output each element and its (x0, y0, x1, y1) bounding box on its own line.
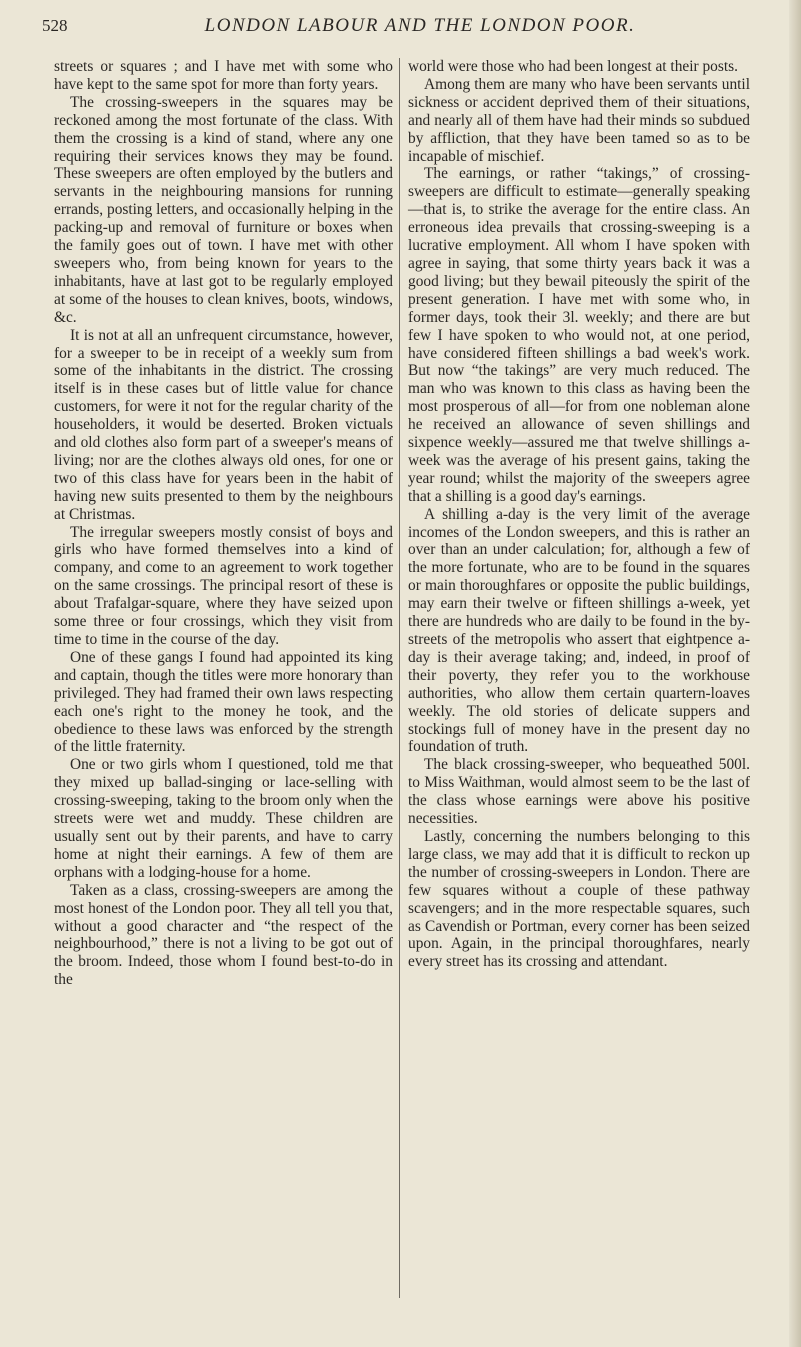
paragraph: Taken as a class, crossing-sweepers are among the most honest of the London poor. They all tell you that, without a good character and “the respect of the neighbourhood,” there is not a living to be got out of the broom. Indeed, those whom I found best-to-do in the (54, 881, 393, 989)
paragraph: Lastly, concerning the numbers belonging to this large class, we may add that it is difficult to reckon up the number of crossing-sweepers in London. There are few squares without a couple of these pathway scavengers; and in the more respectable squares, such as Cavendish or Portman, every corner has been seized upon. Again, in the principal thoroughfares, nearly every street has its crossing and attendant. (408, 827, 750, 971)
page-edge (789, 0, 801, 1347)
paragraph: The irregular sweepers mostly consist of boys and girls who have formed themselves into a kind of company, and come to an agreement to work together on the same crossings. The principal resort of these is about Trafalgar-square, where they have seized upon some three or four crossings, which they visit from time to time in the course of the day. (54, 523, 393, 648)
paragraph: It is not at all an unfrequent circumstance, however, for a sweeper to be in receipt of a weekly sum from some of the inhabitants in the district. The crossing itself is in these cases but of little value for chance customers, for were it not for the regular charity of the householders, it would be deserted. Broken victuals and old clothes also form part of a sweeper's means of living; nor are the clothes always old ones, for one or two of this class have for years been in the habit of having new suits presented to them by the neighbours at Christmas. (54, 326, 393, 523)
paragraph: One of these gangs I found had appointed its king and captain, though the titles were more honorary than privileged. They had framed their own laws respecting each one's right to the money he took, and the obedience to these laws was enforced by the strength of the little fraternity. (54, 648, 393, 756)
paragraph: world were those who had been longest at their posts. (408, 58, 738, 75)
paragraph: Among them are many who have been servants until sickness or accident deprived them of their situations, and nearly all of them have had their minds so subdued by affliction, that they have been tamed so as to be incapable of mischief. (408, 75, 750, 165)
running-title: LONDON LABOUR AND THE LONDON POOR. (204, 15, 636, 36)
paragraph: streets or squares ; and I have met with some who have kept to the same spot for more than forty years. (54, 58, 393, 93)
right-column (408, 58, 750, 971)
paragraph: The earnings, or rather “takings,” of crossing-sweepers are difficult to estimate—generally speaking—that is, to strike the average for the entire class. An erroneous idea prevails that crossing-sweeping is a lucrative employment. All whom I have spoken with agree in saying, that some thirty years back it was a good living; but they bewail piteously the spirit of the present generation. I have met with some who, in former days, took their 3l. weekly; and there are but few I have spoken to who would not, at one period, have considered fifteen shillings a bad week's work. But now “the takings” are very much reduced. The man who was known to this class as having been the most prosperous of all—for from one nobleman alone he received an allowance of seven shillings and sixpence weekly—assured me that twelve shillings a-week was the average of his present gains, taking the year round; whilst the majority of the sweepers agree that a shilling is a good day's earnings. (408, 165, 750, 505)
left-column (54, 58, 393, 989)
page-number: 528 (42, 16, 68, 35)
page-header (42, 15, 778, 37)
paragraph: The crossing-sweepers in the squares may be reckoned among the most fortunate of the class. With them the crossing is a kind of stand, where any one requiring their services knows they may be found. These sweepers are often employed by the butlers and servants in the neighbouring mansions for running errands, posting letters, and occasionally helping in the packing-up and removal of furniture or boxes when the family goes out of town. I have met with other sweepers who, from being known for years to the inhabitants, have at last got to be regularly employed at some of the houses to clean knives, boots, windows, &c. (54, 93, 393, 326)
paragraph: The black crossing-sweeper, who bequeathed 500l. to Miss Waithman, would almost seem to be the last of the class whose earnings were above his positive necessities. (408, 756, 750, 828)
paragraph: One or two girls whom I questioned, told me that they mixed up ballad-singing or lace-selling with crossing-sweeping, taking to the broom only when the streets were wet and muddy. These children are usually sent out by their parents, and have to carry home at night their earnings. A few of them are orphans with a lodging-house for a home. (54, 756, 393, 881)
column-divider (399, 58, 400, 1298)
paragraph: A shilling a-day is the very limit of the average incomes of the London sweepers, and this is rather an over than an under calculation; for, although a few of the more fortunate, who are to be found in the squares or main thoroughfares or opposite the public buildings, may earn their twelve or fifteen shillings a-week, yet there are hundreds who are daily to be found in the by-streets of the metropolis who assert that eightpence a-day is their average taking; and, indeed, in proof of their poverty, they refer you to the workhouse authorities, who allow them certain quartern-loaves weekly. The old stories of delicate suppers and stockings full of money have in the present day no foundation of truth. (408, 505, 750, 756)
